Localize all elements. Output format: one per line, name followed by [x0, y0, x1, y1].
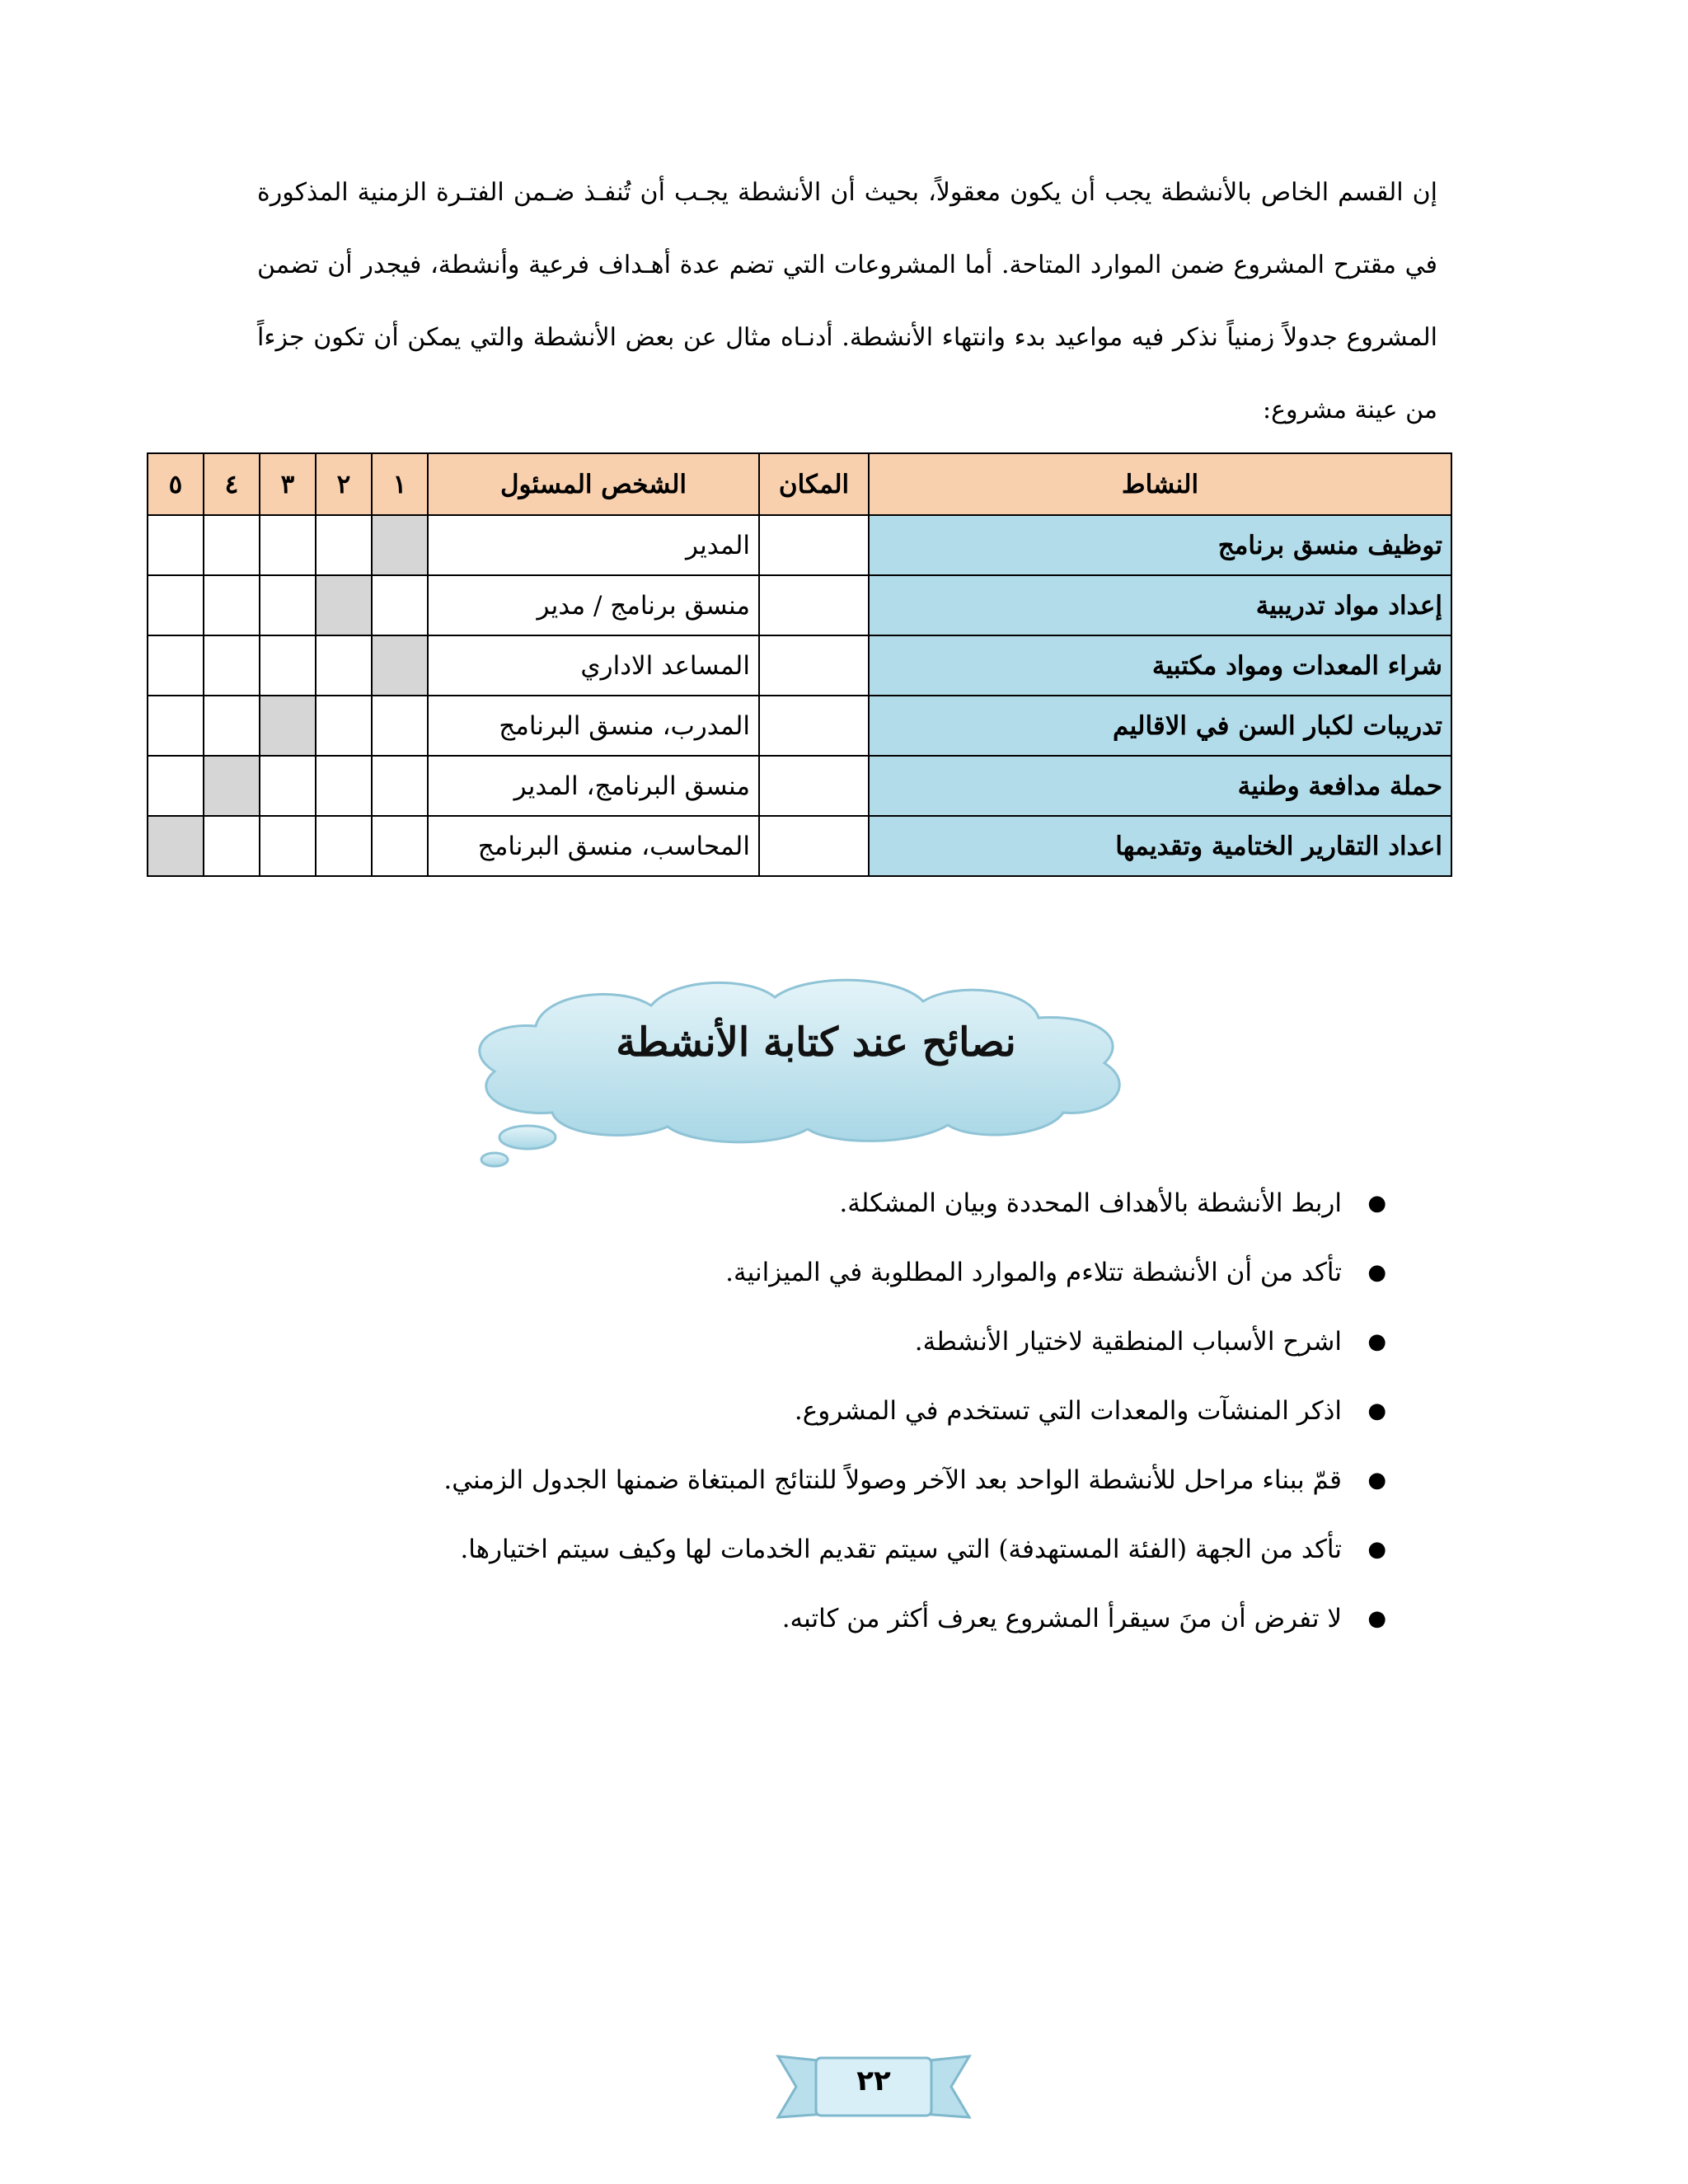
- tip-text: تأكد من الجهة (الفئة المستهدفة) التي سيتم تقديم الخدمات لها وكيف سيتم اختيارها.: [460, 1535, 1342, 1564]
- place-cell: [759, 515, 869, 575]
- header-period-1: ١: [372, 453, 428, 515]
- list-item: [237, 1584, 1391, 1653]
- table-row: [148, 635, 1451, 696]
- place-cell: [759, 575, 869, 635]
- table-row: [148, 696, 1451, 756]
- period-cell-3: [260, 635, 316, 696]
- period-cell-2: [316, 515, 372, 575]
- table-row: [148, 756, 1451, 816]
- person-cell: منسق برنامج / مدير: [428, 575, 759, 635]
- period-cell-3: [260, 696, 316, 756]
- header-person: الشخص المسئول: [428, 453, 759, 515]
- tip-text: قمّ ببناء مراحل للأنشطة الواحد بعد الآخر وصولاً للنتائج المبتغاة ضمنها الجدول الزمني.: [443, 1465, 1342, 1495]
- header-place: المكان: [759, 453, 869, 515]
- intro-line: فرعية وأنشطة، فيجدر أن تضمن المشروع جدولاً زمنياً نذكر فيه مواعيد بدء وانتهاء الأنشطة. أدنـاه: [257, 251, 1437, 352]
- period-cell-4: [204, 635, 260, 696]
- bullet-icon: ●: [1367, 1191, 1386, 1216]
- page-number: ٢٢: [856, 2064, 891, 2097]
- table-row: [148, 816, 1451, 876]
- period-cell-4: [204, 696, 260, 756]
- period-cell-4: [204, 816, 260, 876]
- cloud-shape: [437, 968, 1195, 1174]
- list-item: [237, 1169, 1391, 1238]
- list-item: [237, 1446, 1391, 1515]
- list-item: [237, 1515, 1391, 1584]
- tip-text: اذكر المنشآت والمعدات التي تستخدم في المشروع.: [794, 1396, 1342, 1426]
- list-item: [237, 1376, 1391, 1446]
- list-item: [237, 1238, 1391, 1307]
- tips-list: [237, 1169, 1391, 1653]
- intro-line: إن القسم الخاص بالأنشطة يجب أن يكون معقولاً، بحيث أن الأنشطة يجـب أن تُنفـذ ضـمن الفتـرة: [436, 178, 1437, 207]
- tip-text: اربط الأنشطة بالأهداف المحددة وبيان المشكلة.: [839, 1188, 1342, 1218]
- period-cell-4: [204, 515, 260, 575]
- period-cell-5: [148, 515, 204, 575]
- table-row: [148, 575, 1451, 635]
- list-item: [237, 1307, 1391, 1376]
- activity-cell: اعداد التقارير الختامية وتقديمها: [869, 816, 1451, 876]
- table-header-row: [148, 453, 1451, 515]
- bullet-icon: ●: [1367, 1537, 1386, 1562]
- intro-line: الزمنية المذكورة في مقترح المشروع ضمن الموارد المتاحة. أما المشروعات التي تضم عدة أهـداف: [257, 178, 1437, 279]
- period-cell-2: [316, 816, 372, 876]
- header-activity: النشاط: [869, 453, 1451, 515]
- tips-heading-cloud: [437, 968, 1195, 1174]
- tip-text: اشرح الأسباب المنطقية لاختيار الأنشطة.: [914, 1327, 1342, 1357]
- activity-cell: حملة مدافعة وطنية: [869, 756, 1451, 816]
- period-cell-5: [148, 575, 204, 635]
- period-cell-3: [260, 816, 316, 876]
- place-cell: [759, 635, 869, 696]
- activity-cell: إعداد مواد تدريبية: [869, 575, 1451, 635]
- period-cell-2: [316, 575, 372, 635]
- period-cell-1: [372, 756, 428, 816]
- period-cell-3: [260, 575, 316, 635]
- intro-paragraph: [257, 157, 1437, 447]
- period-cell-2: [316, 635, 372, 696]
- period-cell-1: [372, 515, 428, 575]
- period-cell-5: [148, 635, 204, 696]
- activity-cell: شراء المعدات ومواد مكتبية: [869, 635, 1451, 696]
- person-cell: المساعد الاداري: [428, 635, 759, 696]
- table-body: [148, 515, 1451, 876]
- period-cell-2: [316, 756, 372, 816]
- bullet-icon: ●: [1367, 1468, 1386, 1493]
- header-period-5: ٥: [148, 453, 204, 515]
- period-cell-5: [148, 816, 204, 876]
- activity-cell: توظيف منسق برنامج: [869, 515, 1451, 575]
- place-cell: [759, 696, 869, 756]
- period-cell-5: [148, 696, 204, 756]
- bullet-icon: ●: [1367, 1399, 1386, 1423]
- person-cell: المدرب، منسق البرنامج: [428, 696, 759, 756]
- period-cell-2: [316, 696, 372, 756]
- period-cell-3: [260, 756, 316, 816]
- place-cell: [759, 816, 869, 876]
- tips-title: نصائح عند كتابة الأنشطة: [616, 1019, 1016, 1066]
- activities-table: [147, 452, 1452, 877]
- intro-line: مثال عن بعض الأنشطة والتي يمكن أن تكون جزءاً من عينة مشروع:: [257, 323, 1437, 424]
- bullet-icon: ●: [1367, 1260, 1386, 1285]
- period-cell-1: [372, 575, 428, 635]
- person-cell: المحاسب، منسق البرنامج: [428, 816, 759, 876]
- period-cell-4: [204, 756, 260, 816]
- header-period-2: ٢: [316, 453, 372, 515]
- person-cell: منسق البرنامج، المدير: [428, 756, 759, 816]
- person-cell: المدير: [428, 515, 759, 575]
- period-cell-4: [204, 575, 260, 635]
- period-cell-1: [372, 696, 428, 756]
- period-cell-3: [260, 515, 316, 575]
- place-cell: [759, 756, 869, 816]
- bullet-icon: ●: [1367, 1329, 1386, 1354]
- activity-cell: تدريبات لكبار السن في الاقاليم: [869, 696, 1451, 756]
- period-cell-5: [148, 756, 204, 816]
- table-row: [148, 515, 1451, 575]
- header-period-4: ٤: [204, 453, 260, 515]
- page-number-ribbon: [775, 2050, 973, 2124]
- period-cell-1: [372, 635, 428, 696]
- period-cell-1: [372, 816, 428, 876]
- tip-text: تأكد من أن الأنشطة تتلاءم والموارد المطلوبة في الميزانية.: [725, 1258, 1342, 1287]
- header-period-3: ٣: [260, 453, 316, 515]
- bullet-icon: ●: [1367, 1606, 1386, 1631]
- tip-text: لا تفرض أن منَ سيقرأ المشروع يعرف أكثر من كاتبه.: [781, 1604, 1342, 1633]
